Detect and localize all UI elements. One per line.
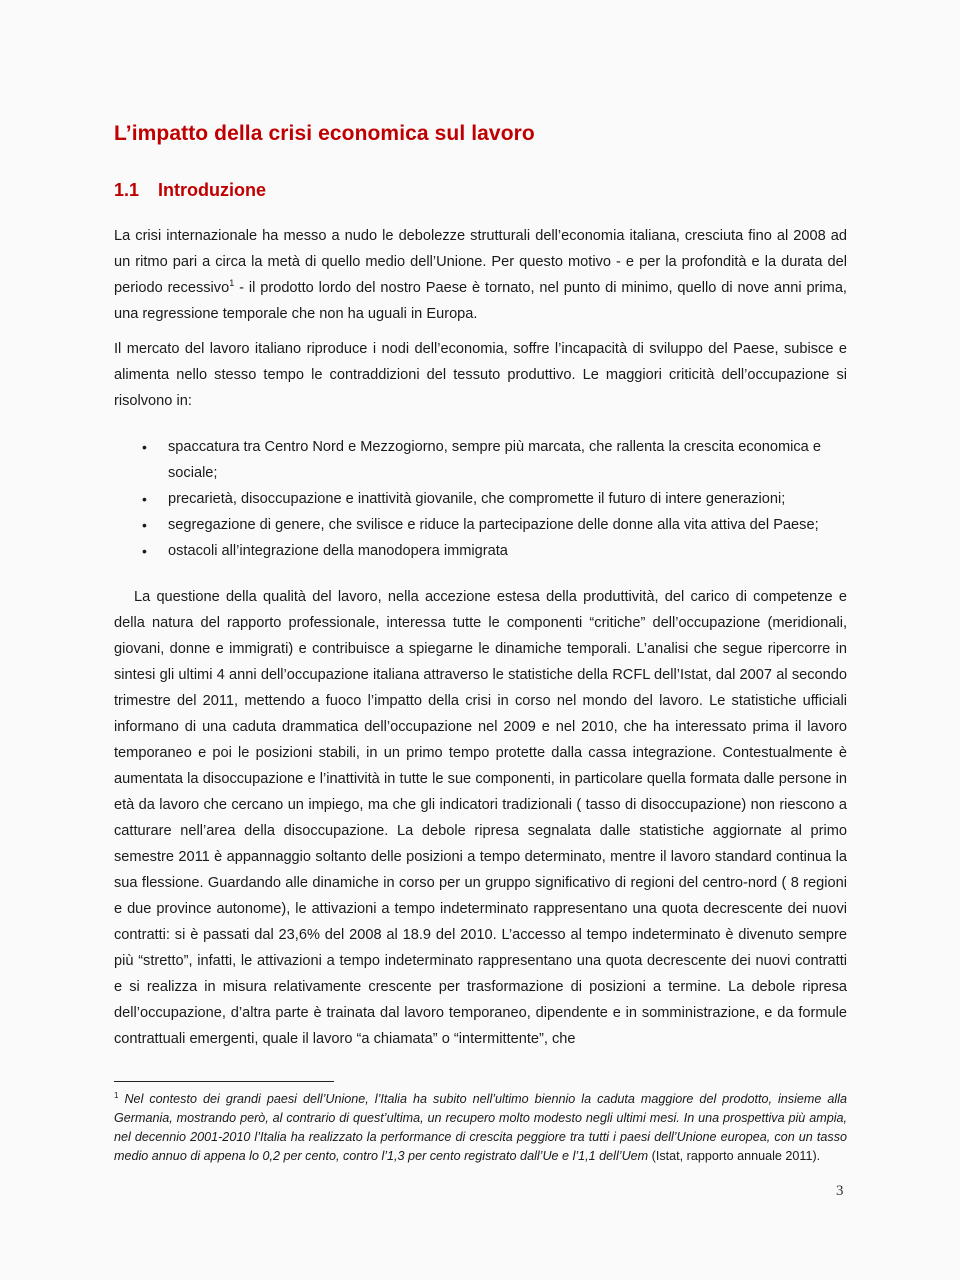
list-item [142,538,847,564]
paragraph-intro-text-2: - il prodotto lordo del nostro Paese è tornato, nel punto di minimo, quello di nove anni prima, una regressione temporale che non ha uguali in Europa. [114,280,847,322]
footnote [114,1090,847,1166]
section-heading [114,180,847,201]
criticality-list [114,434,847,564]
paragraph-labour-market: Il mercato del lavoro italiano riproduce i nodi dell’economia, soffre l’incapacità di sviluppo del Paese, subisce e alimenta nello stesso tempo le contraddizioni del tessuto produttivo. Le maggiori criticità dell’occupazione si risolvono in: [114,341,847,409]
footnote-source: (Istat, rapporto annuale 2011). [648,1149,821,1163]
list-item-text: segregazione di genere, che svilisce e riduce la partecipazione delle donne alla vita attiva del Paese; [168,517,819,533]
list-item [142,434,847,486]
bullet-icon: • [142,543,147,559]
footnote-divider [114,1081,334,1082]
bullet-icon: • [142,517,147,533]
paragraph-quality: La questione della qualità del lavoro, nella accezione estesa della produttività, del carico di competenze e della natura del rapporto professionale, interessa tutte le componenti “critiche” dell’occupazione (meridionali, giovani, donne e immigrati) e contribuisce a spiegarne le dinamiche temporali. L’analisi che segue ripercorre in sintesi gli ultimi 4 anni dell’occupazione italiana attraverso le statistiche della RCFL dell’Istat, dal 2007 al secondo trimestre del 2011, mettendo a fuoco l’impatto della crisi in corso nel mondo del lavoro. Le statistiche ufficiali informano di una caduta drammatica dell’occupazione nel 2009 e nel 2010, che ha interessato prima il lavoro temporaneo e poi le posizioni stabili, in un primo tempo protette dalla cassa integrazione. Contestualmente è aumentata la disoccupazione e l’inattività in tutte le sue componenti, in particolare quella formata dalle persone in età da lavoro che cercano un impiego, ma che gli indicatori tradizionali ( tasso di disoccupazione) non riescono a catturare nell’area della disoccupazione. La debole ripresa segnalata dalle statistiche aggiornate al primo semestre 2011 è appannaggio soltanto delle posizioni a tempo determinato, mentre il lavoro standard continua la sua flessione. Guardando alle dinamiche in corso per un gruppo significativo di regioni del centro-nord ( 8 regioni e due province autonome), le attivazioni a tempo indeterminato rappresentano una quota decrescente dei nuovi contratti: si è passati dal 23,6% del 2008 al 18.9 del 2010. L’accesso al tempo indeterminato è divenuto sempre più “stretto”, infatti, le attivazioni a tempo indeterminato rappresentano una quota decrescente dei nuovi contratti e si realizza in misura relativamente crescente per trasformazione di posizioni a termine. La debole ripresa dell’occupazione, d’altra parte è trainata dal lavoro temporaneo, dipendente e in somministrazione, e da formule contrattuali emergenti, quale il lavoro “a chiamata” o “intermittente”, che [114,589,847,1047]
list-item [142,486,847,512]
chapter-title: L’impatto della crisi economica sul lavoro [114,122,535,145]
paragraph-intro [114,223,847,327]
list-item-text: spaccatura tra Centro Nord e Mezzogiorno, sempre più marcata, che rallenta la crescita economica e sociale; [168,439,821,481]
list-item [142,512,847,538]
paragraph-intro-text-1: La crisi internazionale ha messo a nudo le debolezze strutturali dell’economia italiana, cresciuta fino al 2008 ad un ritmo pari a circa la metà di quello medio dell’Unione. Per questo motivo - e per la profondità e la durata del periodo recessivo [114,228,847,296]
section-number: 1.1 [114,180,140,200]
footnote-reference[interactable]: 1 [229,278,235,289]
section-title: Introduzione [158,180,266,200]
list-item-text: precarietà, disoccupazione e inattività giovanile, che compromette il futuro di intere generazioni; [168,491,786,507]
footnote-italic-text: Nel contesto dei grandi paesi dell’Unione, l’Italia ha subito nell’ultimo biennio la caduta maggiore del prodotto, insieme alla Germania, mostrando però, al contrario di quest’ultima, un recupero molto modesto negli ultimi mesi. In una prospettiva più ampia, nel decennio 2001-2010 l’Italia ha realizzato la performance di crescita peggiore tra tutti i paesi dell’Unione europea, con un tasso medio annuo di appena lo 0,2 per cento, contro l’1,3 per cento registrato dall’Ue e l’1,1 dell’Uem [114,1092,847,1163]
page-body [114,122,847,1061]
footnote-marker: 1 [114,1090,119,1100]
bullet-icon: • [142,491,147,507]
list-item-text: ostacoli all’integrazione della manodopera immigrata [168,543,508,559]
page-number: 3 [836,1183,844,1199]
bullet-icon: • [142,439,147,455]
